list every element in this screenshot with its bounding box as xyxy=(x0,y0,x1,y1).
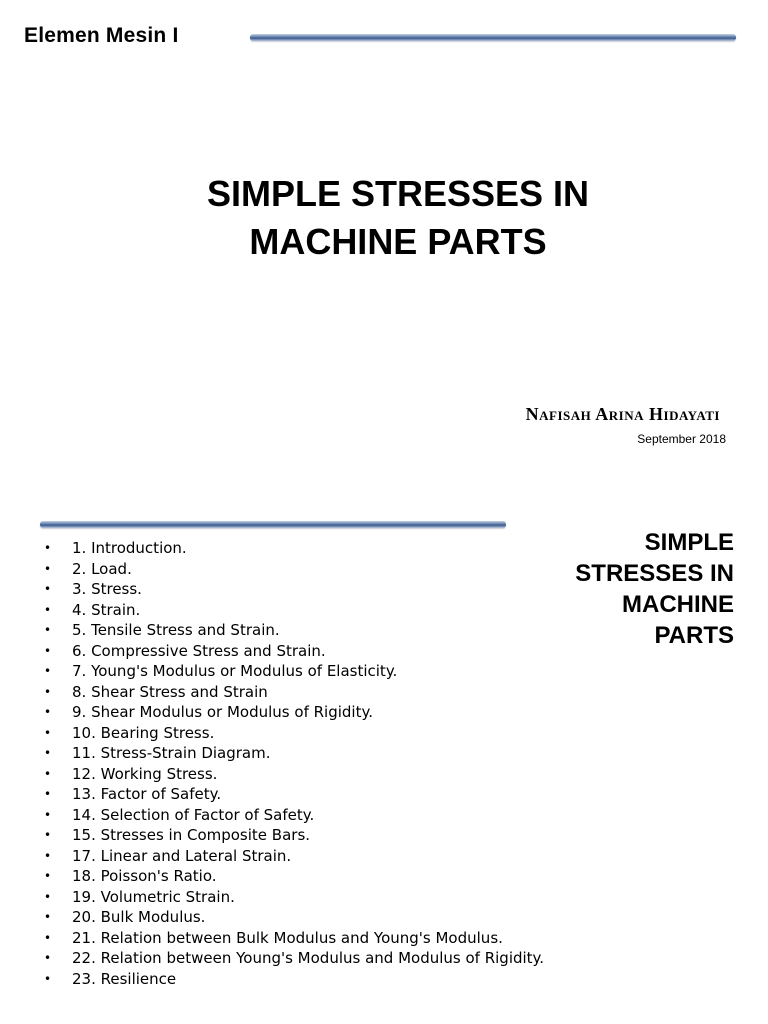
list-item xyxy=(44,805,544,826)
list-item xyxy=(44,620,544,641)
list-item-text: 7. Young's Modulus or Modulus of Elasticity. xyxy=(72,662,398,680)
list-item xyxy=(44,743,544,764)
bullet-icon: • xyxy=(44,971,52,986)
bullet-icon: • xyxy=(44,910,52,924)
header-divider xyxy=(250,34,736,41)
list-item-text: 18. Poisson's Ratio. xyxy=(72,867,217,885)
list-item xyxy=(44,702,544,723)
contents-slide xyxy=(0,500,768,1024)
list-item-text: 21. Relation between Bulk Modulus and Young's Modulus. xyxy=(72,928,503,947)
list-item-text: 6. Compressive Stress and Strain. xyxy=(72,641,326,660)
bullet-icon: • xyxy=(44,766,52,781)
list-item xyxy=(44,969,544,990)
bullet-icon: • xyxy=(44,623,52,637)
slide-title-line-1: SIMPLE STRESSES IN xyxy=(206,173,590,214)
bullet-icon: • xyxy=(44,889,52,904)
list-item xyxy=(44,907,544,928)
contents-side-title xyxy=(514,527,734,651)
bullet-icon: • xyxy=(44,664,52,678)
bullet-icon: • xyxy=(44,828,52,842)
list-item xyxy=(44,948,544,969)
bullet-icon: • xyxy=(44,582,52,596)
list-item xyxy=(44,928,544,949)
contents-divider xyxy=(40,521,506,528)
bullet-icon: • xyxy=(44,561,52,576)
bullet-icon: • xyxy=(44,807,52,822)
side-title-line-1: SIMPLE xyxy=(644,529,734,556)
list-item-text: 13. Factor of Safety. xyxy=(72,785,222,803)
bullet-icon: • xyxy=(44,930,52,945)
bullet-icon: • xyxy=(44,746,52,760)
bullet-icon: • xyxy=(44,602,52,617)
list-item-text: 12. Working Stress. xyxy=(72,764,218,783)
bullet-icon: • xyxy=(44,643,52,658)
list-item xyxy=(44,784,544,805)
bullet-icon: • xyxy=(44,951,52,965)
bullet-icon: • xyxy=(44,705,52,719)
side-title-line-2: STRESSES IN xyxy=(575,560,734,587)
presentation-date: September 2018 xyxy=(637,432,726,446)
list-item-text: 22. Relation between Young's Modulus and Modulus of Rigidity. xyxy=(72,949,545,967)
list-item-text: 14. Selection of Factor of Safety. xyxy=(72,805,315,824)
list-item-text: 1. Introduction. xyxy=(72,539,187,557)
list-item-text: 8. Shear Stress and Strain xyxy=(72,682,268,701)
list-item xyxy=(44,559,544,580)
slide-title-line-2: MACHINE PARTS xyxy=(249,221,547,262)
list-item xyxy=(44,661,544,682)
list-item xyxy=(44,723,544,744)
list-item xyxy=(44,641,544,662)
bullet-icon: • xyxy=(44,848,52,863)
course-header: Elemen Mesin I xyxy=(24,24,179,47)
list-item-text: 5. Tensile Stress and Strain. xyxy=(72,621,280,639)
author-name: Nafisah Arina Hidayati xyxy=(525,404,720,424)
list-item xyxy=(44,764,544,785)
list-item xyxy=(44,866,544,887)
list-item xyxy=(44,846,544,867)
list-item-text: 2. Load. xyxy=(72,559,132,578)
list-item xyxy=(44,538,544,559)
list-item-text: 9. Shear Modulus or Modulus of Rigidity. xyxy=(72,703,373,721)
bullet-icon: • xyxy=(44,725,52,740)
bullet-icon: • xyxy=(44,869,52,883)
slide-title xyxy=(0,170,768,266)
list-item xyxy=(44,600,544,621)
list-item xyxy=(44,682,544,703)
side-title-line-4: PARTS xyxy=(654,622,734,649)
title-slide xyxy=(0,0,768,500)
side-title-line-3: MACHINE xyxy=(622,591,734,618)
list-item-text: 10. Bearing Stress. xyxy=(72,723,215,742)
list-item-text: 19. Volumetric Strain. xyxy=(72,887,235,906)
contents-list xyxy=(44,538,544,989)
list-item xyxy=(44,579,544,600)
list-item-text: 11. Stress-Strain Diagram. xyxy=(72,744,271,762)
list-item-text: 20. Bulk Modulus. xyxy=(72,908,206,926)
list-item-text: 23. Resilience xyxy=(72,969,177,988)
bullet-icon: • xyxy=(44,684,52,699)
list-item-text: 4. Strain. xyxy=(72,600,141,619)
list-item-text: 3. Stress. xyxy=(72,580,142,598)
list-item xyxy=(44,887,544,908)
bullet-icon: • xyxy=(44,787,52,801)
list-item-text: 17. Linear and Lateral Strain. xyxy=(72,846,292,865)
list-item xyxy=(44,825,544,846)
list-item-text: 15. Stresses in Composite Bars. xyxy=(72,826,311,844)
bullet-icon: • xyxy=(44,541,52,555)
